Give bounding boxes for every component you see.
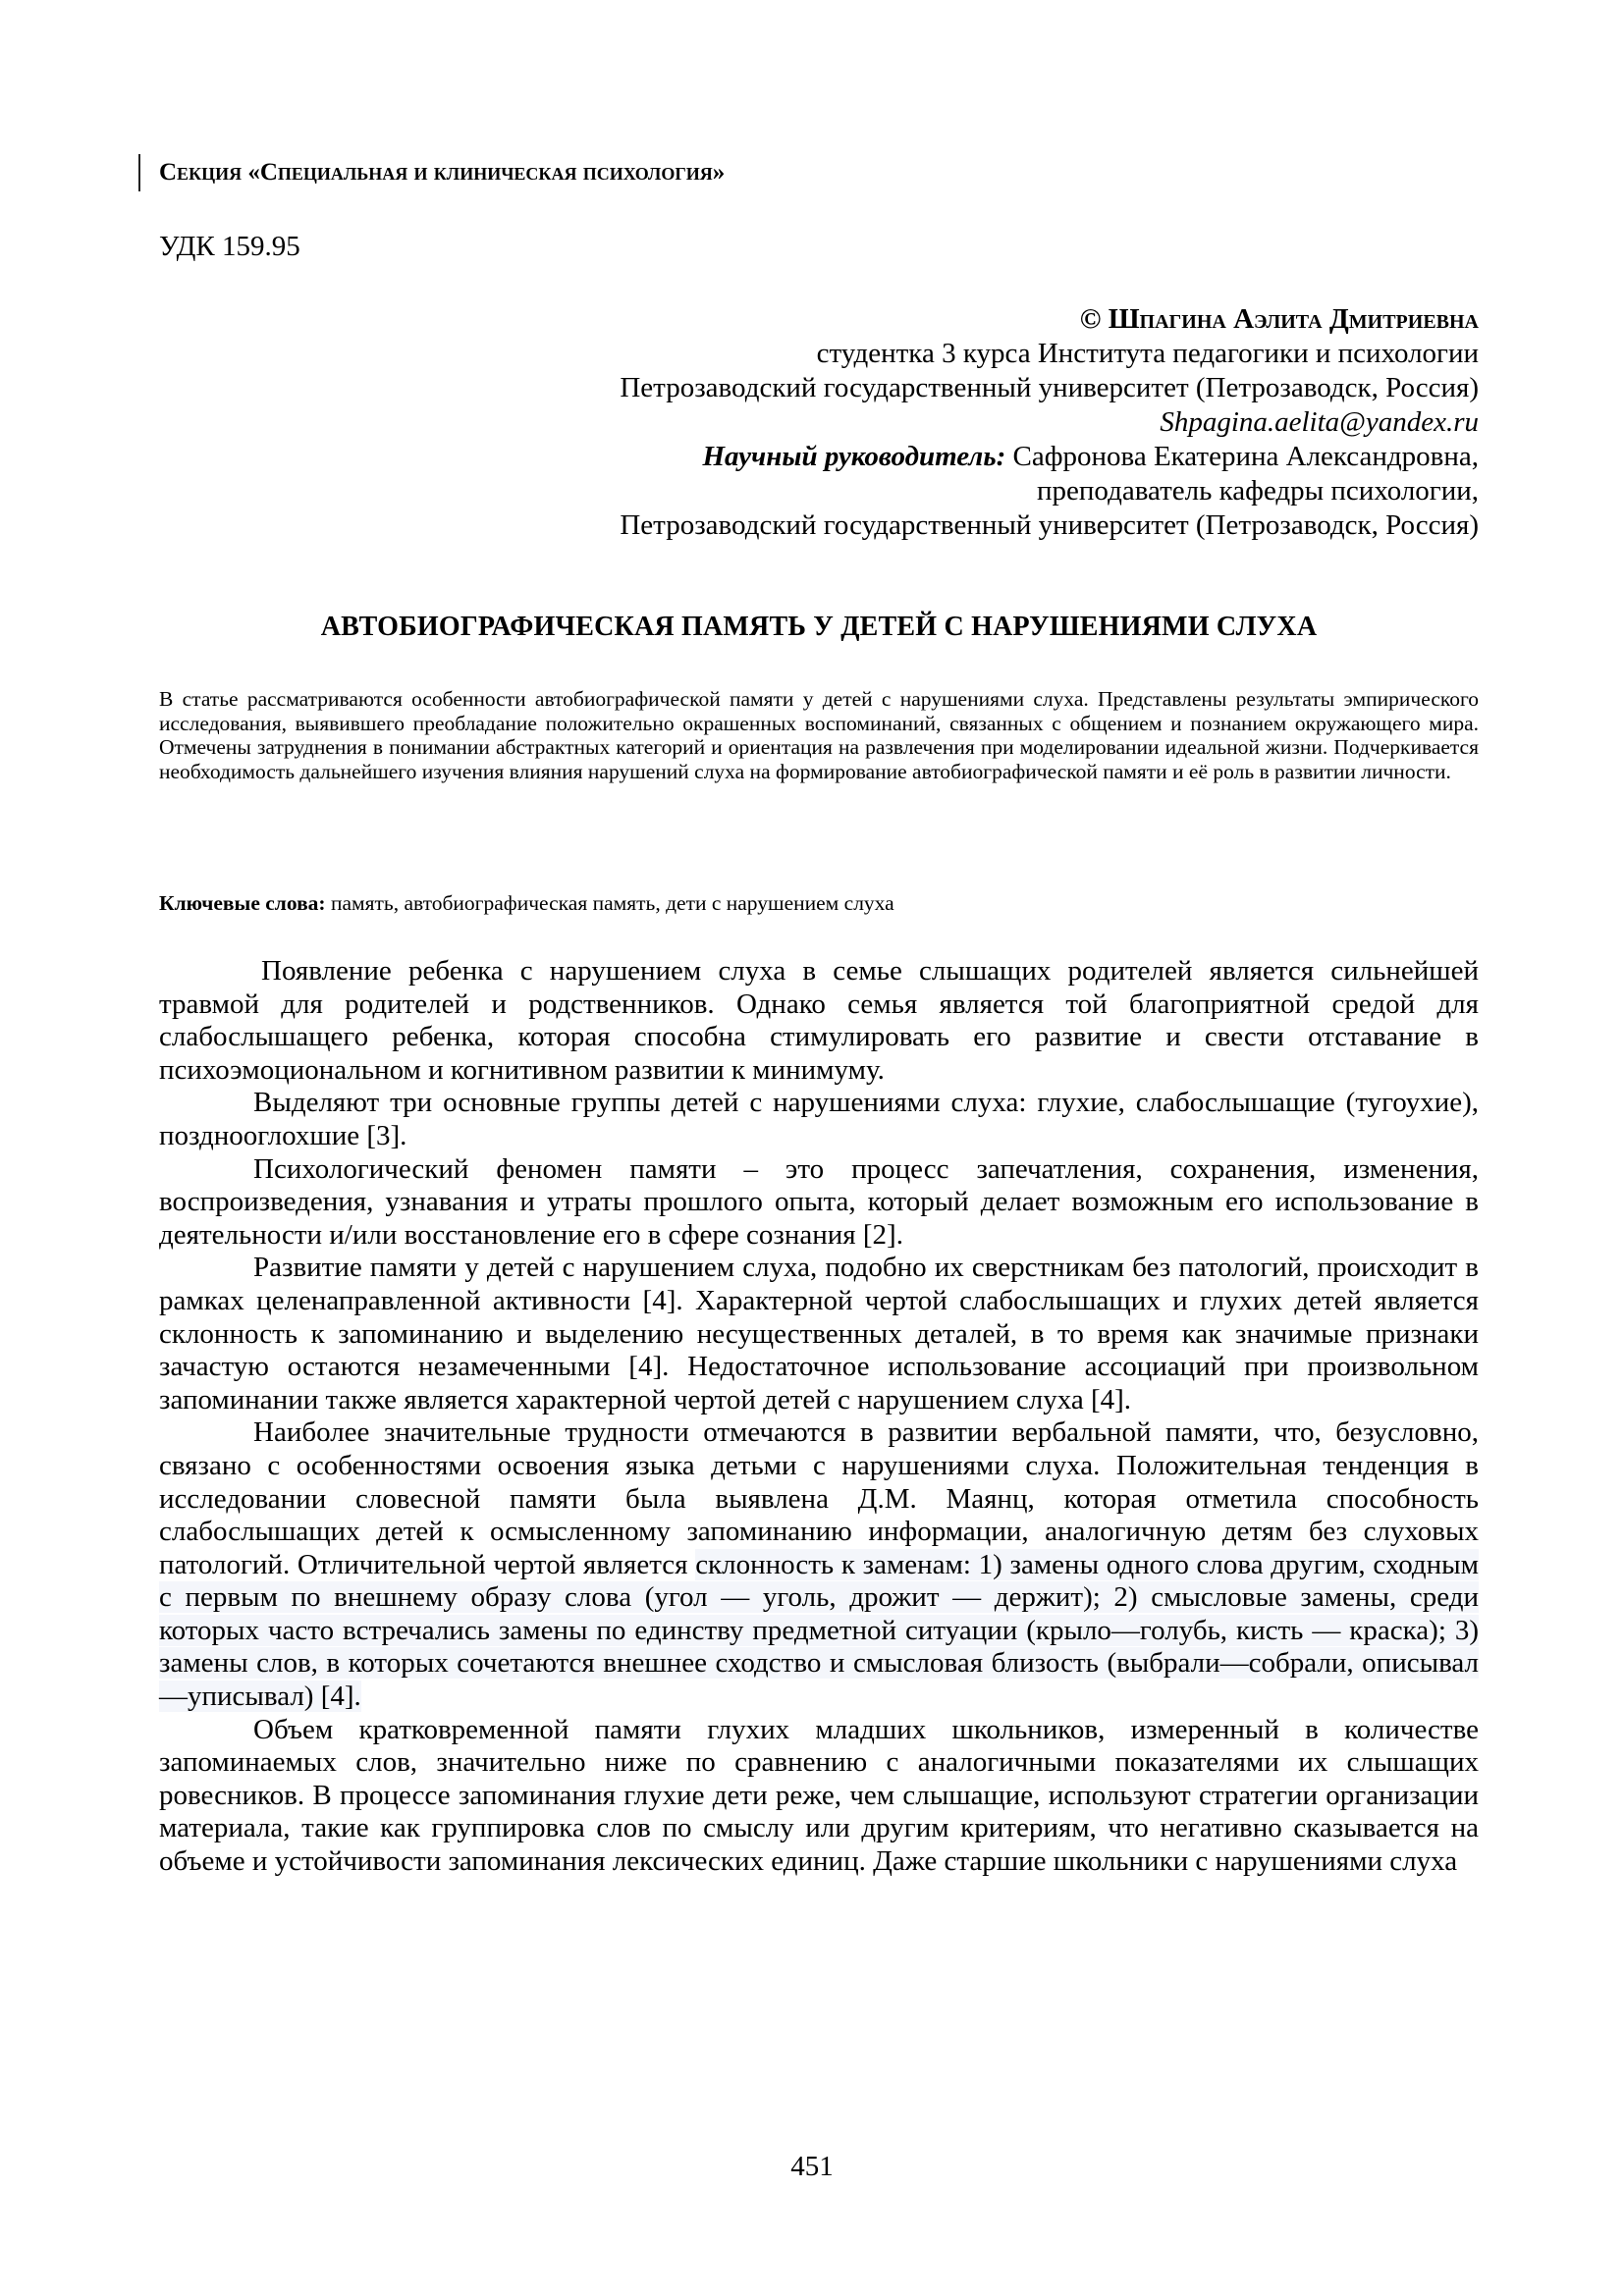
margin-change-bar — [138, 154, 140, 191]
article-body — [159, 955, 1479, 1879]
article-title: АВТОБИОГРАФИЧЕСКАЯ ПАМЯТЬ У ДЕТЕЙ С НАРУШЕНИЯМИ СЛУХА — [320, 612, 1318, 642]
author-position: студентка 3 курса Института педагогики и психологии — [816, 338, 1479, 369]
paragraph: Развитие памяти у детей с нарушением слуха, подобно их сверстникам без патологий, происходит в рамках целенаправленной активности [4]. Характерной чертой слабослышащих и глухих детей является склонность к запоминанию и выделению несущественных деталей, в то время как значимые признаки зачастую остаются незамеченными [4]. Недостаточное использование ассоциаций при произвольном запоминании также является характерной чертой детей с нарушением слуха [4]. — [159, 1252, 1479, 1415]
supervisor-affiliation: Петрозаводский государственный университет (Петрозаводск, Россия) — [620, 509, 1479, 541]
paragraph-text: Наиболее значительные трудности отмечаются в развитии вербальной памяти, что, безусловно, связано с особенностями освоения языка детьми с нарушениями слуха. Положительная тенденция в исследовании словесной памяти была выявлена Д.М. Маянц, которая отметила способность слабослышащих детей к осмысленному запоминанию информации, аналогичную детям без слуховых патологий. Отличительной чертой является — [159, 1416, 1479, 1580]
abstract: В статье рассматриваются особенности автобиографической памяти у детей с нарушениями слуха. Представлены результаты эмпирического исследования, выявившего преобладание положительно окрашенных воспоминаний, связанных с общением и познанием окружающего мира. Отмечены затруднения в понимании абстрактных категорий и ориентация на развлечения при моделировании идеальной жизни. Подчеркивается необходимость дальнейшего изучения влияния нарушений слуха на формирование автобиографической памяти и её роль в развитии личности. — [159, 687, 1479, 783]
author-email[interactable]: Shpagina.aelita@yandex.ru — [1160, 406, 1479, 438]
supervisor-position: преподаватель кафедры психологии, — [1037, 475, 1479, 507]
highlighted-text: склонность к заменам: 1) замены одного слова другим, сходным с первым по внешнему образу слова (угол — уголь, дрожит — держит); 2) смысловые замены, среди которых часто встречались замены по единству предметной ситуации (крыло—голубь, кисть — краска); 3) замены слов, в которых сочетаются внешнее сходство и смысловая близость (выбрали—собрали, описывал—уписывал) [4]. — [159, 1548, 1479, 1713]
supervisor-label: Научный руководитель: — [702, 441, 1006, 472]
keywords-label: Ключевые слова: — [159, 891, 326, 915]
supervisor-name: Сафронова Екатерина Александровна, — [1005, 441, 1479, 472]
page-number: 451 — [790, 2151, 834, 2182]
author-affiliation: Петрозаводский государственный университет (Петрозаводск, Россия) — [620, 372, 1479, 403]
paragraph: Выделяют три основные группы детей с нарушениями слуха: глухие, слабослышащие (тугоухие), позднооглохшие [3]. — [159, 1087, 1479, 1151]
paragraph: Появление ребенка с нарушением слуха в семье слышащих родителей является сильнейшей травмой для родителей и родственников. Однако семья является той благоприятной средой для слабослышащего ребенка, которая способна стимулировать его развитие и свести отставание в психоэмоциональном и когнитивном развитии к минимуму. — [159, 955, 1479, 1086]
keywords — [159, 891, 1479, 916]
udk-code: УДК 159.95 — [159, 231, 300, 262]
paragraph — [159, 1416, 1479, 1713]
paragraph: Объем кратковременной памяти глухих младших школьников, измеренный в количестве запоминаемых слов, значительно ниже по сравнению с аналогичными показателями их слышащих ровесников. В процессе запоминания глухие дети реже, чем слышащие, используют стратегии организации материала, такие как группировка слов по смыслу или другим критериям, что негативно сказывается на объеме и устойчивости запоминания лексических единиц. Даже старшие школьники с нарушениями слуха — [159, 1713, 1479, 1878]
paragraph: Психологический феномен памяти – это процесс запечатления, сохранения, изменения, воспроизведения, узнавания и утраты прошлого опыта, который делает возможным его использование в деятельности и/или восстановление его в сфере сознания [2]. — [159, 1152, 1479, 1251]
keywords-list: память, автобиографическая память, дети с нарушением слуха — [325, 891, 894, 915]
supervisor-line — [620, 440, 1479, 474]
section-heading: Секция «Специальная и клиническая психология» — [159, 159, 726, 186]
author-block — [620, 302, 1479, 543]
author-name: © Шпагина Аэлита Дмитриевна — [1079, 303, 1479, 335]
